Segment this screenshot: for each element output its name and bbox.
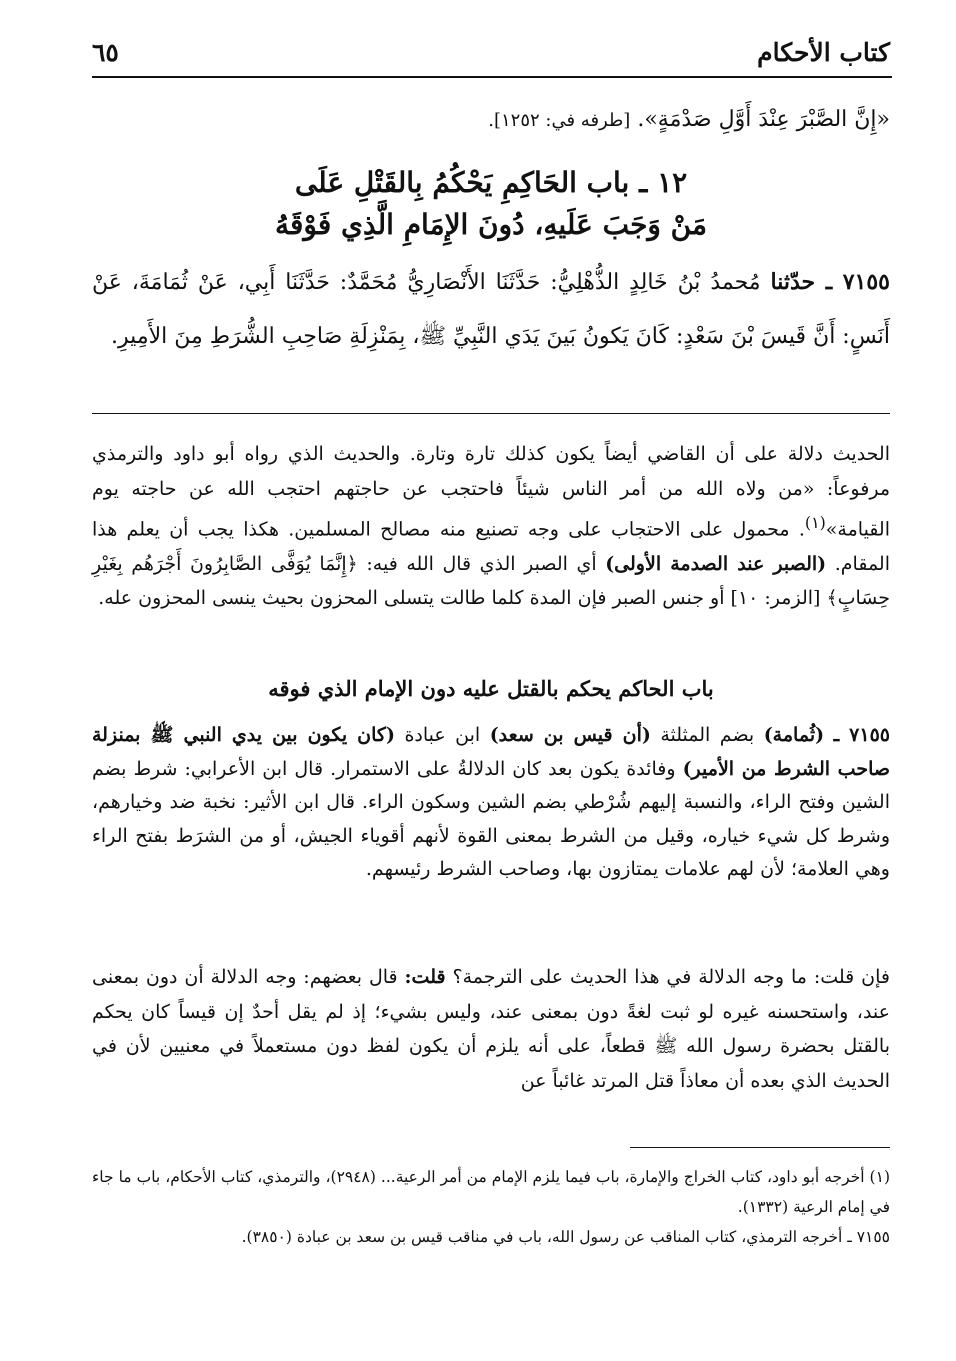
commentary-paragraph-3 [92, 960, 890, 1098]
text-commentary-divider [92, 413, 890, 414]
chapter-heading-line-1: ١٢ ـ باب الحَاكِمِ يَحْكُمُ بِالقَتْلِ عَلَى [294, 166, 688, 199]
hadith-number: ٧١٥٥ ـ حدّثنا [770, 269, 890, 295]
footnote-marker: (١) [804, 513, 826, 532]
chapter-heading [92, 162, 890, 246]
commentary-bold-phrase: (كان يكون بين يدي النبي ﷺ بمنزلة صاحب الشرط من الأمير) [92, 724, 890, 780]
footnote-divider [630, 1147, 890, 1148]
commentary-text: . محمول على الاحتجاب على وجه تصنيع منه مصالح المسلمين. هكذا يجب أن يعلم هذا المقام. [92, 518, 890, 575]
previous-hadith-ending [92, 100, 890, 141]
commentary-text: أي الصبر الذي قال الله فيه: [366, 552, 597, 575]
page-number: ٦٥ [92, 38, 119, 67]
commentary-bold-phrase: قلت: [404, 966, 446, 988]
hadith-ending-text: «إِنَّ الصَّبْرَ عِنْدَ أَوَّلِ صَدْمَةٍ». [637, 107, 890, 132]
header-divider [92, 76, 892, 78]
book-title: كتاب الأحكام [757, 38, 890, 67]
commentary-text: بضم المثلثة [660, 724, 755, 746]
commentary-text: فإن قلت: ما وجه الدلالة في هذا الحديث على الترجمة؟ [452, 966, 890, 988]
commentary-bold-phrase: (أن قيس بن سعد) [489, 724, 651, 746]
commentary-hadith-number: ٧١٥٥ ـ [833, 724, 890, 746]
hadith-body: مُحمدُ بْنُ خَالِدٍ الذُّهْلِيُّ: حَدَّثَنَا الأَنْصَارِيُّ مُحَمَّدٌ: حَدَّثَنَا أَبِي، عَنْ ثُمَامَةَ، عَنْ أَنَسٍ: أَنَّ قَيسَ بْنَ سَعْدٍ: كَانَ يَكونُ بَينَ يَدَي النَّبِيِّ ﷺ، بِمَنْزِلَةِ صَاحِبِ الشُّرَطِ مِنَ الأَمِيرِ. [92, 270, 890, 349]
commentary-paragraph-1 [92, 437, 890, 616]
commentary-text: الحديث دلالة على أن القاضي أيضاً يكون كذلك تارة وتارة. والحديث الذي رواه أبو داود والترمذي مرفوعاً: «من ولاه الله من أمر الناس شيئاً فاحتجب عن حاجتهم احتجب الله عن حاجته يوم القيامة» [92, 443, 890, 541]
commentary-bold-phrase: (ثُمامة) [763, 724, 825, 746]
footnotes [92, 1162, 890, 1252]
commentary-text: ابن عبادة [404, 724, 481, 746]
hadith-reference: [طرفه في: ١٢٥٢]. [488, 110, 631, 131]
commentary-text: وفائدة يكون بعد كان الدلالةُ على الاستمرار. قال ابن الأعرابي: شرط بضم الشين وفتح الراء، والنسبة إليهم شُرْطي بضم الشين وسكون الراء. قال ابن الأثير: نخبة ضد وخيارهم، وشرط كل شيء خياره، وقيل من الشرط بمعنى القوة لأنهم أقوياء الجيش، أو من الشرَط بفتح الراء وهي العلامة؛ لأن لهم علامات يمتازون بها، وصاحب الشرط رئيسهم. [92, 757, 890, 880]
commentary-text: قال بعضهم: وجه الدلالة أن دون بمعنى عند، واستحسنه غيره لو ثبت لغةً دون بمعنى عند، وليس بشيء؛ إذ لم يقل أحدٌ إن قيساً كان يحكم بالقتل بحضرة رسول الله ﷺ قطعاً، على أنه يلزم أن يكون لفظ دون مستعملاً في معنيين لأن في الحديث الذي بعده أن معاذاً قتل المرتد غائباً عن [92, 966, 890, 1092]
footnote-2: ٧١٥٥ ـ أخرجه الترمذي، كتاب المناقب عن رسول الله، باب في مناقب قيس بن سعد بن عبادة (٣٨٥٠). [241, 1228, 890, 1246]
commentary-text: [الزمر: ١٠] أو جنس الصبر فإن المدة كلما طالت يتسلى المحزون بحيث ينسى المحزون عله. [98, 587, 821, 610]
chapter-heading-line-2: مَنْ وَجَبَ عَلَيهِ، دُونَ الإِمَامِ الَّذِي فَوْقَهُ [275, 208, 707, 241]
hadith-text [92, 255, 890, 364]
commentary-paragraph-2 [92, 719, 890, 887]
footnote-1: (١) أخرجه أبو داود، كتاب الخراج والإمارة، باب فيما يلزم الإمام من أمر الرعية... (٢٩٤٨)، والترمذي، كتاب الأحكام، باب ما جاء في إمام الرعية (١٣٣٢). [92, 1168, 890, 1216]
quran-verse: ﴿إِنَّمَا يُوَفَّى الصَّابِرُونَ أَجْرَهُم بِغَيْرِ حِسَابٍ﴾ [92, 552, 890, 610]
commentary-chapter-heading: باب الحاكم يحكم بالقتل عليه دون الإمام الذي فوقه [268, 676, 714, 701]
commentary-bold-phrase: (الصبر عند الصدمة الأولى) [605, 552, 827, 575]
running-head [92, 38, 890, 78]
